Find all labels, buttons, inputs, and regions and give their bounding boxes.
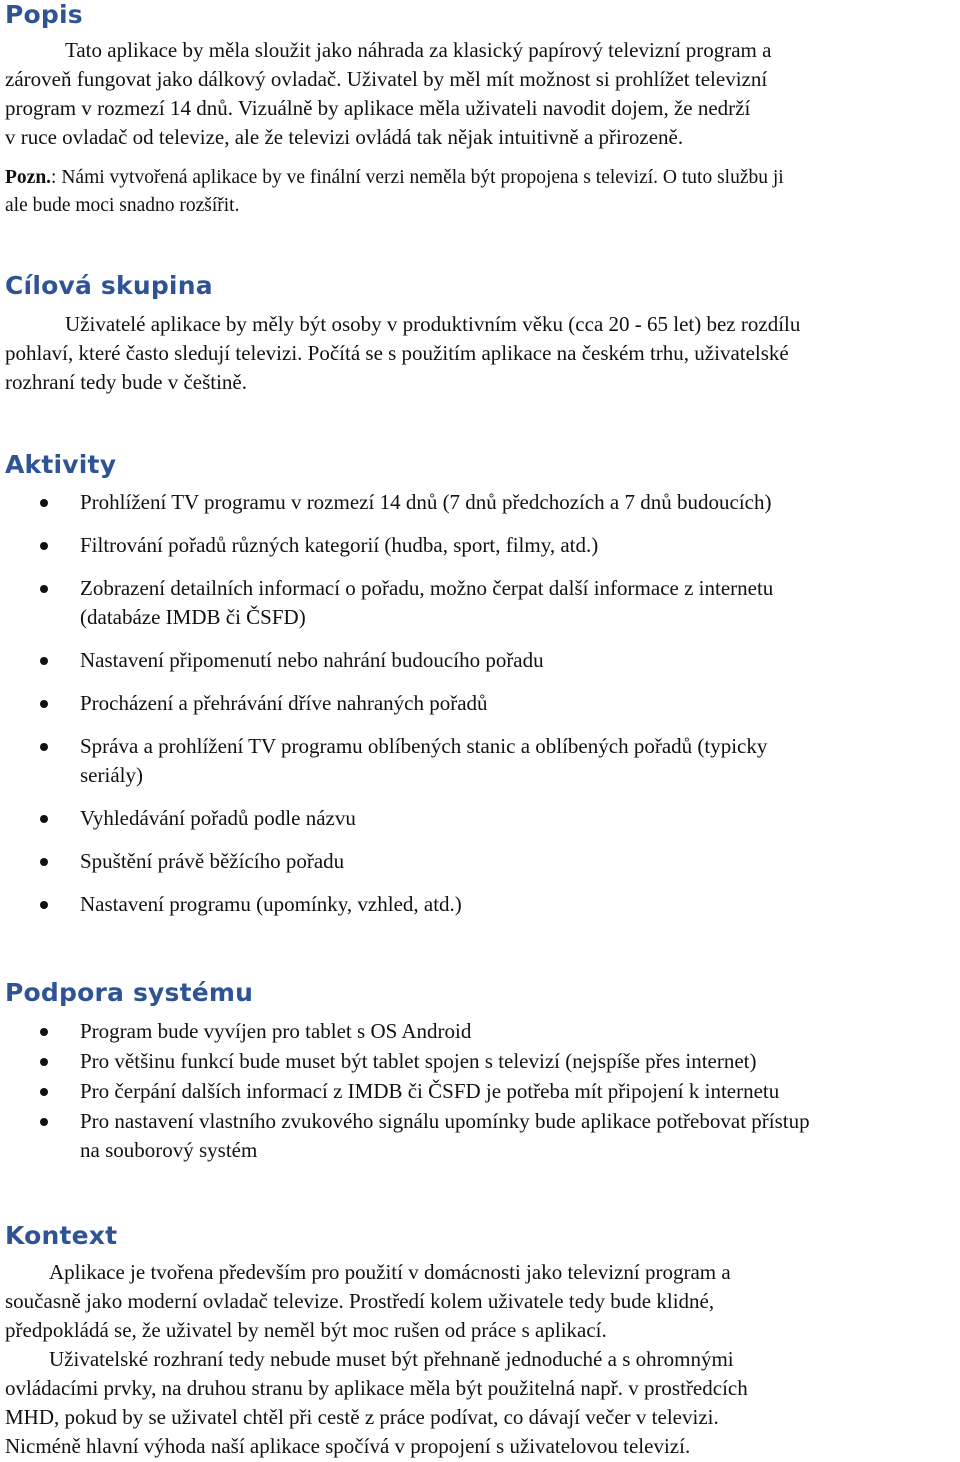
bullet-icon [40, 901, 48, 909]
kontext-line: MHD, pokud by se uživatel chtěl při cestě z práce podívat, co dávají večer v televizi. [5, 1405, 719, 1429]
list-item: Nastavení připomenutí nebo nahrání budoucího pořadu [0, 646, 960, 675]
list-item: Procházení a přehrávání dříve nahraných pořadů [0, 689, 960, 718]
kontext-line: Aplikace je tvořena především pro použití v domácnosti jako televizní program a [49, 1260, 731, 1284]
cilova-line: pohlaví, které často sledují televizi. Počítá se s použitím aplikace na českém trhu, uživatelské [5, 341, 789, 365]
kontext-paragraph-2 [5, 1345, 955, 1461]
popis-line: Tato aplikace by měla sloužit jako náhrada za klasický papírový televizní program a [65, 38, 772, 62]
note-text: ale bude moci snadno rozšířit. [5, 195, 240, 216]
list-item: Pro většinu funkcí bude muset být tablet spojen s televizí (nejspíše přes internet) [0, 1047, 960, 1076]
aktivity-list [0, 488, 960, 919]
bullet-icon [40, 499, 48, 507]
popis-paragraph [5, 36, 955, 152]
bullet-icon [40, 657, 48, 665]
list-item: Filtrování pořadů různých kategorií (hudba, sport, filmy, atd.) [0, 531, 960, 560]
bullet-icon [40, 815, 48, 823]
bullet-icon [40, 1058, 48, 1066]
kontext-line: předpokládá se, že uživatel by neměl být moc rušen od práce s aplikací. [5, 1318, 607, 1342]
kontext-line: Uživatelské rozhraní tedy nebude muset být přehnaně jednoduché a s ohromnými [49, 1347, 734, 1371]
bullet-icon [40, 1088, 48, 1096]
note-text: : Námi vytvořená aplikace by ve finální verzi neměla být propojena s televizí. O tuto službu ji [51, 167, 784, 188]
popis-note [5, 164, 955, 220]
kontext-line: současně jako moderní ovladač televize. Prostředí kolem uživatele tedy bude klidné, [5, 1289, 715, 1313]
list-item: Správa a prohlížení TV programu oblíbených stanic a oblíbených pořadů (typicky seriály) [0, 732, 960, 790]
kontext-line: ovládacími prvky, na druhou stranu by aplikace měla být použitelná např. v prostředcích [5, 1376, 748, 1400]
bullet-icon [40, 585, 48, 593]
list-item: Pro nastavení vlastního zvukového signálu upomínky bude aplikace potřebovat přístup na souborový systém [0, 1107, 960, 1165]
bullet-icon [40, 1118, 48, 1126]
popis-line: v ruce ovladač od televize, ale že televizi ovládá tak nějak intuitivně a přirozeně. [5, 125, 684, 149]
bullet-icon [40, 1028, 48, 1036]
list-item: Prohlížení TV programu v rozmezí 14 dnů (7 dnů předchozích a 7 dnů budoucích) [0, 488, 960, 517]
note-label: Pozn. [5, 167, 52, 188]
bullet-icon [40, 743, 48, 751]
heading-aktivity: Aktivity [5, 450, 117, 479]
list-item: Program bude vyvíjen pro tablet s OS Android [0, 1017, 960, 1046]
list-item: Zobrazení detailních informací o pořadu, možno čerpat další informace z internetu (databáze IMDB či ČSFD) [0, 574, 960, 632]
popis-line: program v rozmezí 14 dnů. Vizuálně by aplikace měla uživateli navodit dojem, že nedrží [5, 96, 751, 120]
kontext-paragraph-1 [5, 1258, 955, 1345]
cilova-line: rozhraní tedy bude v češtině. [5, 370, 247, 394]
heading-popis: Popis [5, 0, 83, 29]
podpora-list [0, 1017, 960, 1165]
bullet-icon [40, 700, 48, 708]
list-item: Vyhledávání pořadů podle názvu [0, 804, 960, 833]
cilova-line: Uživatelé aplikace by měly být osoby v produktivním věku (cca 20 - 65 let) bez rozdílu [65, 312, 801, 336]
bullet-icon [40, 858, 48, 866]
list-item: Pro čerpání dalších informací z IMDB či ČSFD je potřeba mít připojení k internetu [0, 1077, 960, 1106]
heading-cilova-skupina: Cílová skupina [5, 271, 213, 300]
cilova-paragraph [5, 310, 955, 397]
heading-kontext: Kontext [5, 1221, 118, 1250]
kontext-line: Nicméně hlavní výhoda naší aplikace spočívá v propojení s uživatelovou televizí. [5, 1434, 691, 1458]
bullet-icon [40, 542, 48, 550]
popis-line: zároveň fungovat jako dálkový ovladač. Uživatel by měl mít možnost si prohlížet televizní [5, 67, 768, 91]
heading-podpora-systemu: Podpora systému [5, 978, 254, 1007]
list-item: Nastavení programu (upomínky, vzhled, atd.) [0, 890, 960, 919]
list-item: Spuštění právě běžícího pořadu [0, 847, 960, 876]
